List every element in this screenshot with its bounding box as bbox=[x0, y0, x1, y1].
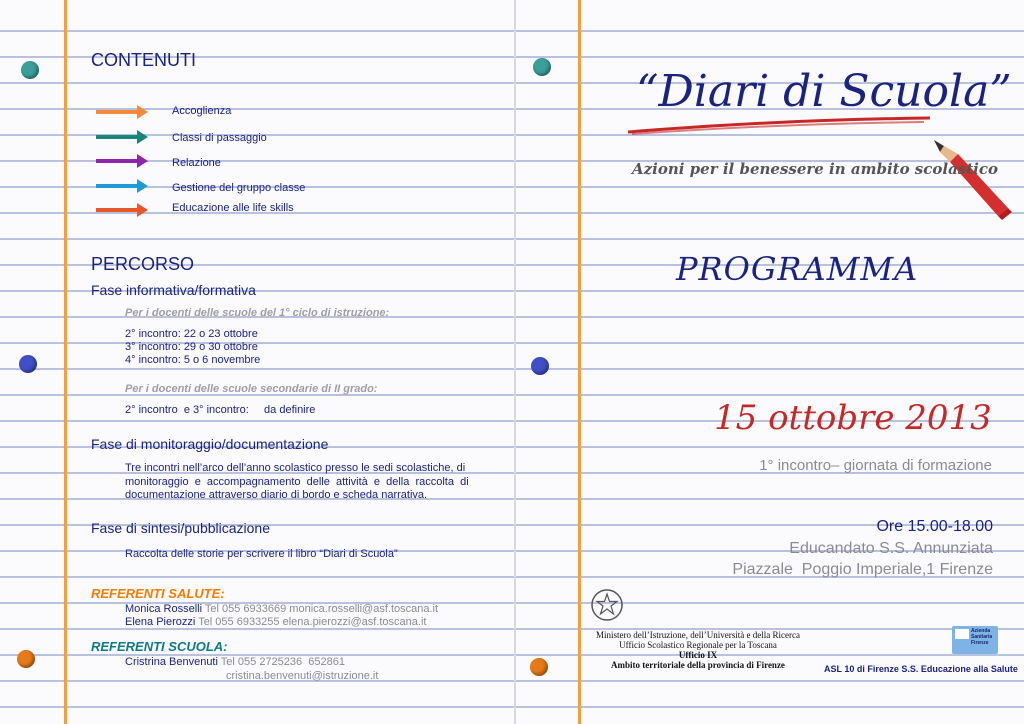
venue-address: Piazzale Poggio Imperiale,1 Firenze bbox=[732, 561, 993, 578]
purple-arrow-icon bbox=[96, 159, 138, 163]
contenuti-title: CONTENUTI bbox=[91, 50, 196, 70]
binder-hole bbox=[533, 58, 551, 76]
red-arrow-icon bbox=[96, 208, 138, 212]
contenuti-item: Classi di passaggio bbox=[172, 132, 267, 144]
referenti-salute-title: REFERENTI SALUTE: bbox=[91, 586, 225, 601]
asl-label: ASL 10 di Firenze S.S. Educazione alla Salute bbox=[824, 664, 1018, 674]
referente-email: cristina.benvenuti@istruzione.it bbox=[226, 670, 379, 682]
referenti-scuola-title: REFERENTI SCUOLA: bbox=[91, 639, 228, 654]
margin-line bbox=[64, 0, 67, 724]
programma-title: PROGRAMMA bbox=[676, 250, 919, 288]
percorso-title: PERCORSO bbox=[91, 254, 195, 274]
event-date: 15 ottobre 2013 bbox=[714, 398, 992, 438]
fase-informativa-title: Fase informativa/formativa bbox=[91, 282, 256, 298]
incontro-line: 3° incontro: 29 o 30 ottobre bbox=[125, 341, 258, 353]
incontro-line: 2° incontro e 3° incontro: da definire bbox=[125, 404, 316, 416]
margin-line bbox=[578, 0, 581, 724]
incontro-line: 2° incontro: 22 o 23 ottobre bbox=[125, 328, 258, 340]
fase3-line: Raccolta delle storie per scrivere il libro “Diari di Scuola” bbox=[125, 548, 398, 560]
ministry-line: Ufficio Scolastico Regionale per la Toscana bbox=[619, 640, 777, 650]
contenuti-item: Accoglienza bbox=[172, 105, 232, 117]
title-underline bbox=[624, 114, 934, 138]
subtitle: Azioni per il benessere in ambito scolastico bbox=[632, 160, 999, 178]
fase2-line: monitoraggio e accompagnamento delle attività e della raccolta di bbox=[125, 476, 469, 488]
contenuti-item: Educazione alle life skills bbox=[172, 202, 294, 214]
event-time: Ore 15.00-18.00 bbox=[876, 518, 993, 535]
referente-row bbox=[125, 603, 438, 615]
republic-emblem-icon bbox=[590, 588, 624, 622]
referente-row bbox=[125, 656, 345, 668]
referente-contact: Tel 055 6933669 monica.rosselli@asf.toscana.it bbox=[204, 603, 439, 615]
ministry-block bbox=[582, 630, 814, 670]
fase2-line: Tre incontri nell’arco dell’anno scolastico presso le sedi scolastiche, di bbox=[125, 462, 466, 474]
ministry-line: Ambito territoriale della provincia di Firenze bbox=[611, 660, 785, 670]
fase-sintesi-title: Fase di sintesi/pubblicazione bbox=[91, 520, 270, 536]
referente-name: Cristrina Benvenuti bbox=[125, 656, 218, 668]
main-title: “Diari di Scuola” bbox=[636, 66, 1012, 117]
incontro-line: 4° incontro: 5 o 6 novembre bbox=[125, 354, 261, 366]
binder-hole bbox=[21, 61, 39, 79]
referente-name: Monica Rosselli bbox=[125, 603, 203, 615]
referente-contact: Tel 055 6933255 elena.pierozzi@asf.toscana.it bbox=[198, 616, 427, 628]
blue-arrow-icon bbox=[96, 184, 138, 188]
referente-name: Elena Pierozzi bbox=[125, 616, 196, 628]
contenuti-item: Gestione del gruppo classe bbox=[172, 182, 306, 194]
binder-hole bbox=[530, 658, 548, 676]
right-panel bbox=[516, 0, 1024, 724]
venue-name: Educandato S.S. Annunziata bbox=[789, 540, 993, 557]
asl-logo-text: Azienda Sanitaria Firenze bbox=[971, 628, 993, 646]
fase-monitoraggio-title: Fase di monitoraggio/documentazione bbox=[91, 436, 329, 452]
binder-hole bbox=[17, 650, 35, 668]
binder-hole bbox=[19, 355, 37, 373]
group1-title: Per i docenti delle scuole del 1° ciclo di istruzione: bbox=[125, 307, 390, 319]
group2-title: Per i docenti delle scuole secondarie di II grado: bbox=[125, 383, 378, 395]
asl-logo bbox=[952, 626, 998, 654]
incontro-label: 1° incontro– giornata di formazione bbox=[759, 457, 992, 474]
contenuti-item: Relazione bbox=[172, 157, 221, 169]
referente-contact: Tel 055 2725236 652861 bbox=[220, 656, 345, 668]
asl-logo-mark bbox=[955, 629, 969, 639]
orange-arrow-icon bbox=[96, 110, 138, 114]
referente-row bbox=[125, 616, 426, 628]
fase2-line: documentazione attraverso diario di bordo e scheda narrativa. bbox=[125, 489, 428, 501]
binder-hole bbox=[531, 357, 549, 375]
ministry-line: Ministero dell’Istruzione, dell’Università e della Ricerca bbox=[596, 630, 800, 640]
pencil-icon bbox=[930, 136, 1012, 224]
ministry-line: Ufficio IX bbox=[678, 650, 718, 660]
teal-arrow-icon bbox=[96, 135, 138, 139]
